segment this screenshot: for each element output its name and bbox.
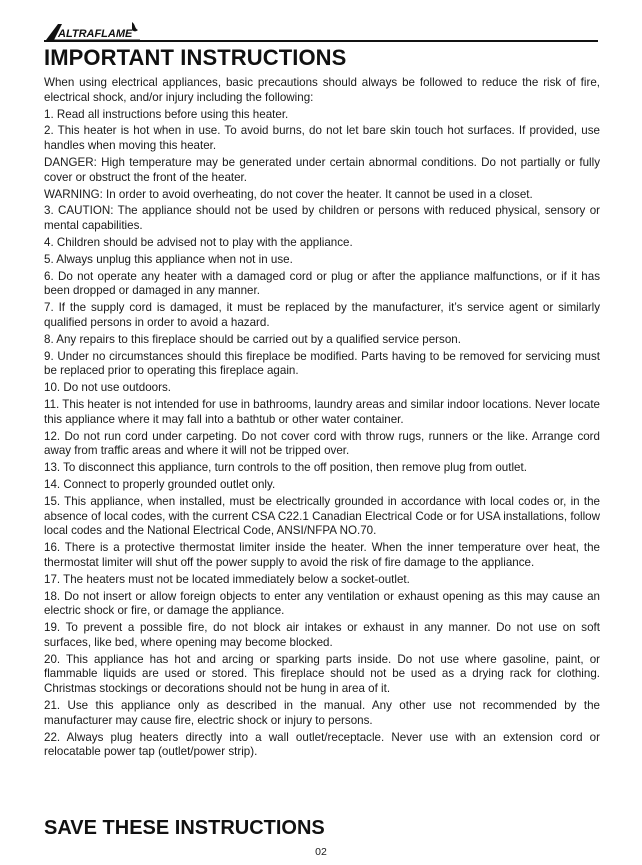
instruction-paragraph: 13. To disconnect this appliance, turn controls to the off position, then remove plug from outlet.: [44, 461, 527, 475]
instruction-paragraph: 12. Do not run cord under carpeting. Do not cover cord with throw rugs, runners or the like. Arrange cord away from traffic areas and where it will not be tripped over.: [44, 429, 600, 458]
page-title: IMPORTANT INSTRUCTIONS: [44, 45, 347, 70]
instruction-paragraph: When using electrical appliances, basic precautions should always be followed to reduce the risk of fire, electrical shock, and/or injury including the following:: [44, 76, 600, 104]
save-instructions-heading: SAVE THESE INSTRUCTIONS: [44, 817, 325, 839]
instruction-paragraph: 15. This appliance, when installed, must be electrically grounded in accordance with local codes or, in the absence of local codes, with the current CSA C22.1 Canadian Electrical Code or for USA installations, follow local codes and the National Electrical Code, ANSI/NFPA NO.70.: [44, 494, 600, 538]
flame-logo-icon: [44, 20, 144, 42]
instruction-paragraph: 7. If the supply cord is damaged, it must be replaced by the manufacturer, it’s service agent or similarly qualified persons in order to avoid a hazard.: [44, 301, 600, 329]
instruction-paragraph: 20. This appliance has hot and arcing or sparking parts inside. Do not use where gasoline, paint, or flammable liquids are used or stored. This fireplace should not be used as a drying rack for clothing. Christmas stockings or decorations should not be hung in area of it.: [44, 652, 600, 696]
instruction-paragraph: 9. Under no circumstances should this fireplace be modified. Parts having to be removed for servicing must be replaced prior to operating this fireplace again.: [44, 349, 600, 378]
instruction-paragraph: 19. To prevent a possible fire, do not block air intakes or exhaust in any manner. Do not use on soft surfaces, like bed, where opening may become blocked.: [44, 621, 600, 649]
instruction-paragraph: 17. The heaters must not be located immediately below a socket-outlet.: [44, 572, 410, 586]
instruction-paragraph: 4. Children should be advised not to play with the appliance.: [44, 235, 353, 249]
instruction-paragraph: 6. Do not operate any heater with a damaged cord or plug or after the appliance malfunctions, or if it has been dropped or damaged in any manner.: [44, 269, 600, 298]
instruction-paragraph: 2. This heater is hot when in use. To avoid burns, do not let bare skin touch hot surfaces. If provided, use handles when moving this heater.: [44, 124, 600, 153]
page-number: 02: [315, 846, 327, 858]
instruction-paragraph: 10. Do not use outdoors.: [44, 381, 171, 395]
instruction-paragraph: 21. Use this appliance only as described in the manual. Any other use not recommended by the manufacturer may cause fire, electric shock or injury to persons.: [44, 699, 600, 727]
instruction-paragraph: 14. Connect to properly grounded outlet only.: [44, 477, 276, 491]
instruction-paragraph: 11. This heater is not intended for use in bathrooms, laundry areas and similar indoor locations. Never locate this appliance where it may fall into a bathtub or other water container.: [44, 397, 600, 426]
instruction-paragraph: 16. There is a protective thermostat limiter inside the heater. When the inner temperature over heat, the thermostat limiter will shut off the power supply to avoid the risk of fire damage to the appliance.: [44, 541, 600, 569]
instruction-paragraph: 1. Read all instructions before using this heater.: [44, 107, 289, 121]
instruction-paragraph: 3. CAUTION: The appliance should not be used by children or persons with reduced physical, sensory or mental capabilities.: [44, 204, 600, 233]
instruction-paragraph: WARNING: In order to avoid overheating, do not cover the heater. It cannot be used in a closet.: [44, 187, 533, 201]
instruction-paragraph: 22. Always plug heaters directly into a wall outlet/receptacle. Never use with an extension cord or relocatable power tap (outlet/power strip).: [44, 730, 600, 759]
instructions-list: [44, 76, 600, 762]
altraflame-logo: [44, 20, 144, 42]
logo-text: ALTRAFLAME: [58, 28, 133, 40]
instruction-paragraph: 8. Any repairs to this fireplace should be carried out by a qualified service person.: [44, 332, 461, 346]
header-rule: [44, 40, 598, 42]
instruction-paragraph: 18. Do not insert or allow foreign objects to enter any ventilation or exhaust opening as this may cause an electric shock or fire, or damage the appliance.: [44, 589, 600, 618]
instruction-paragraph: DANGER: High temperature may be generated under certain abnormal conditions. Do not partially or fully cover or obstruct the front of the heater.: [44, 155, 600, 184]
instruction-paragraph: 5. Always unplug this appliance when not in use.: [44, 252, 293, 266]
